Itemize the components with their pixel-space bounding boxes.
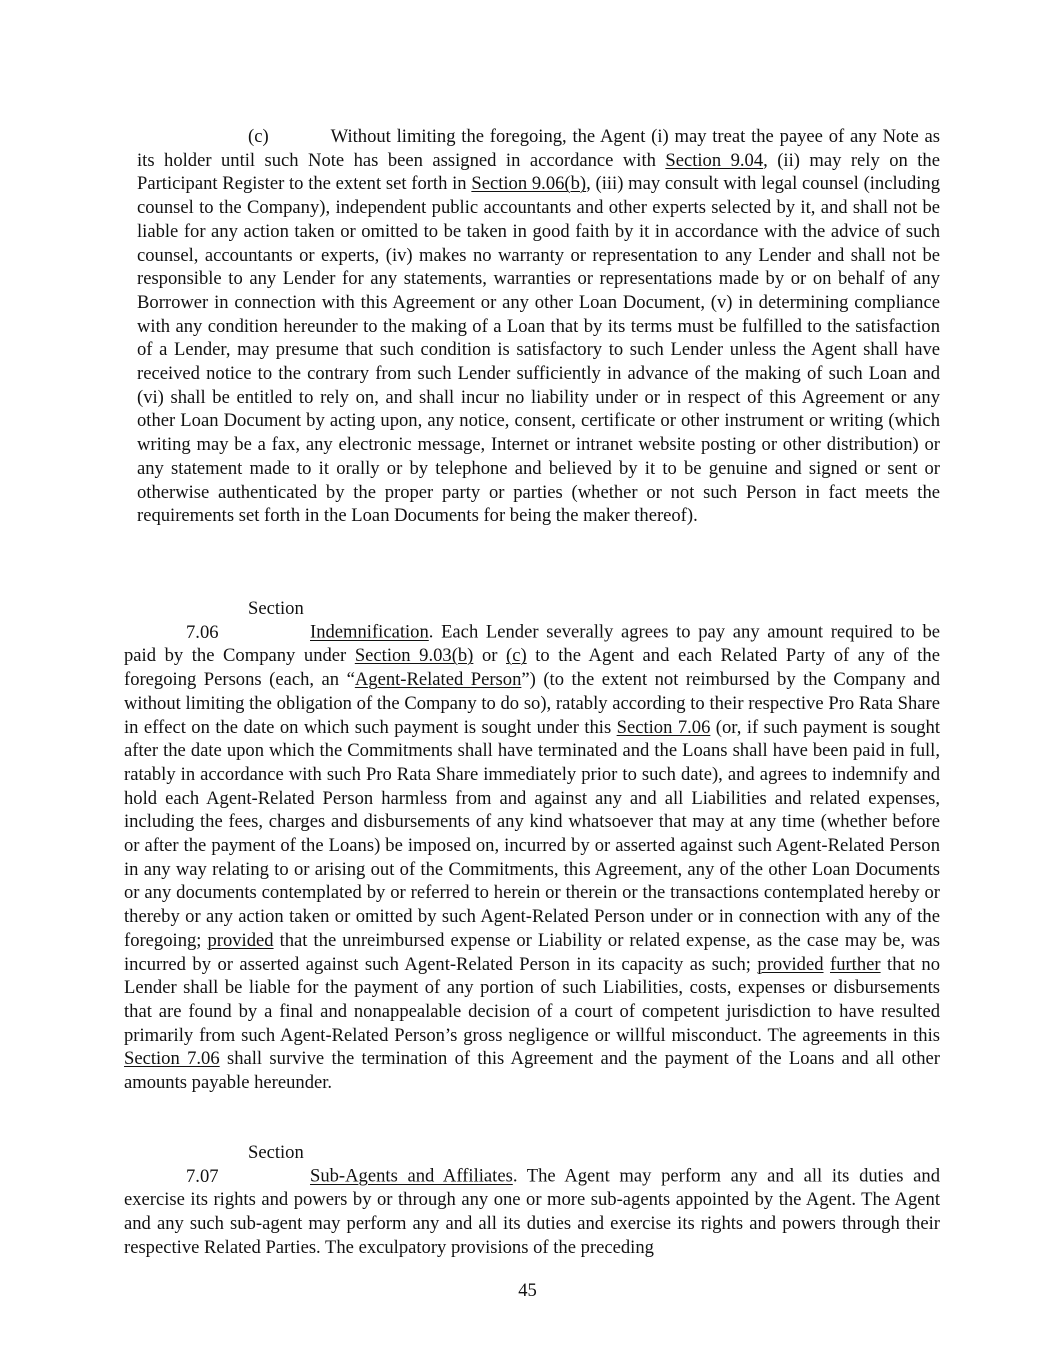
cross-reference-section-7-06: Section 7.06: [616, 716, 711, 738]
proviso-further: further: [830, 953, 881, 975]
cross-reference-section-7-06: Section 7.06: [124, 1048, 220, 1070]
section-7-07-paragraph: [124, 1141, 940, 1260]
section-text: that the unreimbursed expense or Liability or related expense, as the case may be, was incurred by or asserted against such Agent-Related Person in its capacity as such;: [124, 929, 940, 975]
cross-reference-c: (c): [506, 645, 527, 667]
defined-term-agent-related-person: Agent-Related Person: [354, 669, 522, 691]
cross-reference-section-9-06b: Section 9.06(b): [471, 173, 587, 195]
section-text: . Each Lender severally agrees to pay any amount required to be paid by the Company under: [124, 621, 940, 667]
section-7-06-paragraph: [124, 597, 940, 1095]
section-text: to the Agent and each Related Party of any of the foregoing Persons (each, an “: [124, 645, 940, 691]
cross-reference-section-9-03b: Section 9.03(b): [354, 645, 474, 667]
section-heading: Sub-Agents and Affiliates: [310, 1165, 513, 1187]
paragraph-c-text: , (ii) may rely on the Participant Register to the extent set forth in: [137, 149, 940, 195]
proviso-provided: provided: [757, 953, 824, 975]
section-text: . The Agent may perform any and all its duties and exercise its rights and powers by or through any one or more sub-agents appointed by the Agent. The Agent and any such sub-agent may perform any and all its duties and exercise its rights and powers through their respective Related Parties. The exculpatory provisions of the preceding: [124, 1165, 940, 1258]
paragraph-c-label: (c): [248, 126, 269, 147]
proviso-provided: provided: [207, 929, 274, 951]
section-heading: Indemnification: [310, 621, 429, 643]
paragraph-c: [137, 125, 940, 528]
section-text: ”) (to the extent not reimbursed by the Company and without limiting the obligation of the Company to do so), ratably according to their respective Pro Rata Share in effect on the date on which such payment is sought under this: [124, 669, 941, 738]
section-text: or: [473, 645, 507, 667]
page-number: 45: [518, 1280, 537, 1301]
section-text: that no Lender shall be liable for the payment of any portion of such Liabilities, costs, expenses or disbursements that are found by a final and nonappealable decision of a court of competent jurisdiction to have resulted primarily from such Agent-Related Person’s gross negligence or willful misconduct. The agreements in this: [124, 953, 940, 1046]
section-text: (or, if such payment is sought after the date upon which the Commitments shall have terminated and the Loans shall have been paid in full, ratably in accordance with such Pro Rata Share immediately prior to such date), and agrees to indemnify and hold each Agent-Related Person harmless from and against any and all Liabilities and related expenses, including the fees, charges and disbursements of any kind whatsoever that may at any time (whether before or after the payment of the Loans) be imposed on, incurred by or asserted against such Agent-Related Person in any way relating to or arising out of the Commitments, this Agreement, any of the other Loan Documents or any documents contemplated by or referred to herein or therein or the transactions contemplated hereby or thereby or any action taken or omitted by such Agent-Related Person under or in connection with any of the foregoing;: [124, 716, 940, 951]
section-text: shall survive the termination of this Agreement and the payment of the Loans and all other amounts payable hereunder.: [124, 1048, 940, 1094]
paragraph-c-text: Without limiting the foregoing, the Agent (i) may treat the payee of any Note as its holder until such Note has been assigned in accordance with: [137, 126, 940, 171]
section-number: Section 7.06: [186, 598, 304, 643]
cross-reference-section-9-04: Section 9.04: [665, 149, 764, 171]
paragraph-c-text: , (iii) may consult with legal counsel (including counsel to the Company), independent public accountants and other experts selected by it, and shall not be liable for any action taken or omitted to be taken in good faith by it in accordance with the advice of such counsel, accountants or experts, (iv) makes no warranty or representation to any Lender and shall not be responsible to any Lender for any statements, warranties or representations made by or on behalf of any Borrower in connection with this Agreement or any other Loan Document, (v) in determining compliance with any condition hereunder to the making of a Loan that by its terms must be fulfilled to the satisfaction of a Lender, may presume that such condition is satisfactory to such Lender unless the Agent shall have received notice to the contrary from such Lender sufficiently in advance of the making of such Loan and (vi) shall be entitled to rely on, and shall incur no liability under or in respect of this Agreement or any other Loan Document by acting upon, any notice, consent, certificate or other instrument or writing (which writing may be a fax, any electronic message, Internet or intranet website posting or other distribution) or any statement made to it orally or by telephone and believed by it to be genuine and signed or sent or otherwise authenticated by the proper party or parties (whether or not such Person in fact meets the requirements set forth in the Loan Documents for being the maker thereof).: [137, 173, 941, 527]
section-number: Section 7.07: [186, 1142, 304, 1187]
